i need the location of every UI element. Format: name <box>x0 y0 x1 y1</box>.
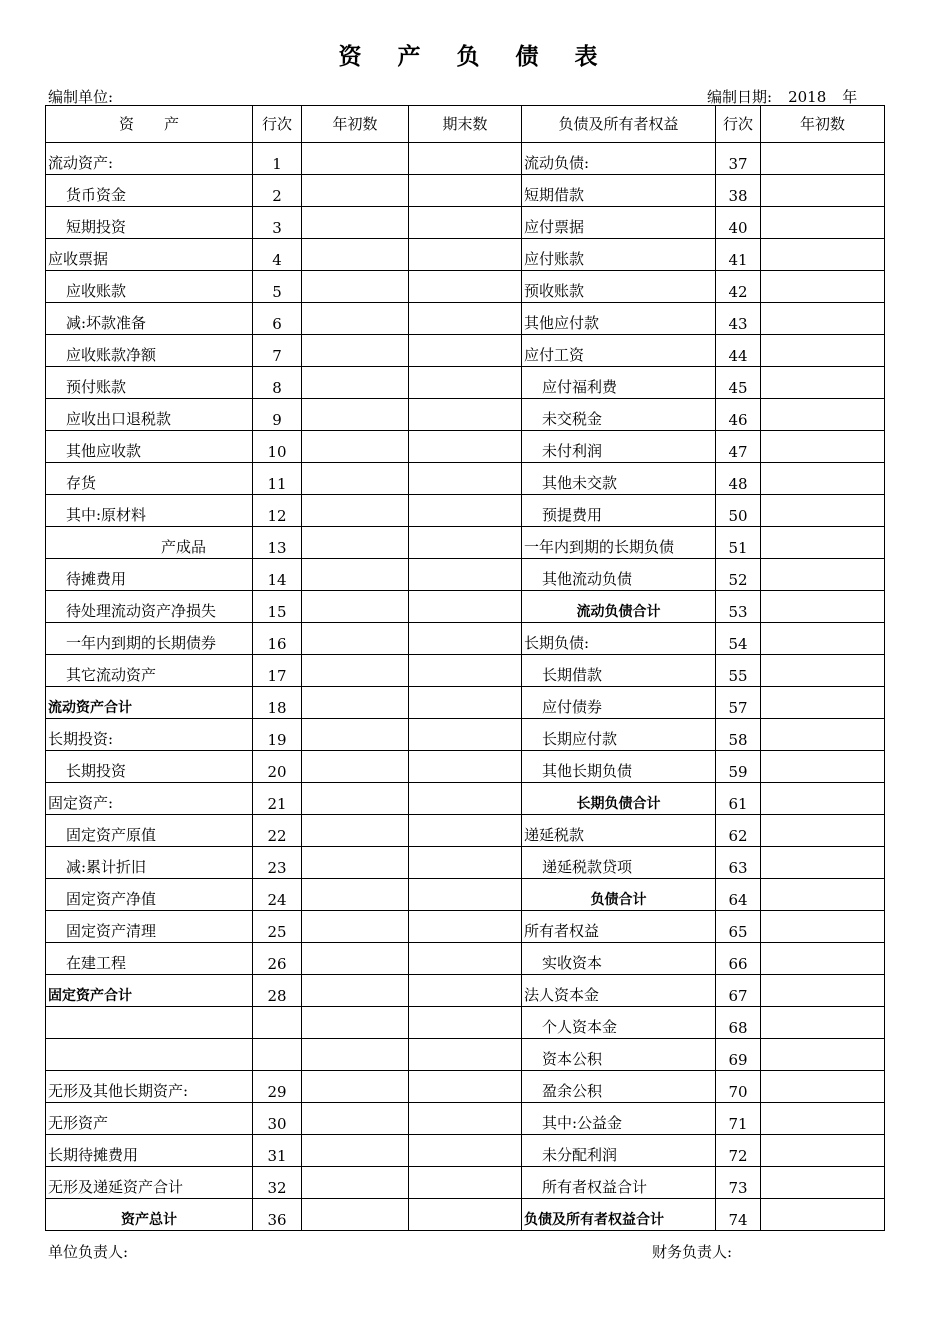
liability-item-name: 应付账款 <box>522 239 716 271</box>
table-row <box>46 495 885 527</box>
liability-line-no: 70 <box>716 1071 761 1103</box>
liability-opening-cell[interactable] <box>761 431 885 463</box>
table-row <box>46 335 885 367</box>
liability-item-name: 所有者权益 <box>522 911 716 943</box>
table-row <box>46 431 885 463</box>
asset-line-no: 7 <box>253 335 302 367</box>
asset-closing-cell[interactable] <box>409 1199 522 1231</box>
asset-closing-cell[interactable] <box>409 1071 522 1103</box>
asset-opening-cell[interactable] <box>302 783 409 815</box>
asset-opening-cell[interactable] <box>302 655 409 687</box>
liability-line-no: 61 <box>716 783 761 815</box>
asset-line-no: 5 <box>253 271 302 303</box>
liability-opening-cell[interactable] <box>761 367 885 399</box>
liability-item-name: 负债合计 <box>522 879 716 911</box>
asset-item-name: 固定资产净值 <box>46 879 253 911</box>
liability-line-no: 38 <box>716 175 761 207</box>
asset-item-name: 应收出口退税款 <box>46 399 253 431</box>
asset-item-name: 流动资产合计 <box>46 687 253 719</box>
table-row <box>46 815 885 847</box>
col-header-closing: 期末数 <box>409 106 522 143</box>
table-row <box>46 1199 885 1231</box>
liability-opening-cell[interactable] <box>761 1103 885 1135</box>
table-row <box>46 239 885 271</box>
liability-opening-cell[interactable] <box>761 719 885 751</box>
table-row <box>46 463 885 495</box>
liability-item-name: 预提费用 <box>522 495 716 527</box>
liability-line-no: 51 <box>716 527 761 559</box>
unit-head-label: 单位负责人: <box>48 1243 129 1261</box>
table-row <box>46 879 885 911</box>
liability-opening-cell[interactable] <box>761 879 885 911</box>
asset-opening-cell[interactable] <box>302 239 409 271</box>
asset-closing-cell[interactable] <box>409 655 522 687</box>
table-row <box>46 1071 885 1103</box>
liability-opening-cell[interactable] <box>761 239 885 271</box>
liability-item-name: 个人资本金 <box>522 1007 716 1039</box>
asset-closing-cell[interactable] <box>409 463 522 495</box>
table-row <box>46 303 885 335</box>
table-row <box>46 847 885 879</box>
asset-closing-cell[interactable] <box>409 911 522 943</box>
liability-item-name: 递延税款 <box>522 815 716 847</box>
asset-item-name: 待摊费用 <box>46 559 253 591</box>
liability-opening-cell[interactable] <box>761 815 885 847</box>
table-row <box>46 719 885 751</box>
asset-item-name: 固定资产清理 <box>46 911 253 943</box>
asset-line-no: 22 <box>253 815 302 847</box>
asset-item-name: 产成品 <box>46 527 253 559</box>
liability-line-no: 73 <box>716 1167 761 1199</box>
liability-line-no: 46 <box>716 399 761 431</box>
asset-line-no: 28 <box>253 975 302 1007</box>
liability-line-no: 72 <box>716 1135 761 1167</box>
date-field <box>707 86 857 107</box>
finance-head-label: 财务负责人: <box>652 1243 733 1261</box>
liability-opening-cell[interactable] <box>761 783 885 815</box>
asset-line-no: 18 <box>253 687 302 719</box>
table-row <box>46 399 885 431</box>
liability-opening-cell[interactable] <box>761 207 885 239</box>
liability-opening-cell[interactable] <box>761 143 885 175</box>
asset-closing-cell[interactable] <box>409 527 522 559</box>
date-label: 编制日期: <box>707 88 773 106</box>
liability-opening-cell[interactable] <box>761 1007 885 1039</box>
asset-item-name: 短期投资 <box>46 207 253 239</box>
liability-line-no: 59 <box>716 751 761 783</box>
liability-item-name: 未交税金 <box>522 399 716 431</box>
asset-line-no: 21 <box>253 783 302 815</box>
liability-opening-cell[interactable] <box>761 847 885 879</box>
asset-closing-cell[interactable] <box>409 303 522 335</box>
liability-line-no: 53 <box>716 591 761 623</box>
liability-line-no: 63 <box>716 847 761 879</box>
liability-line-no: 62 <box>716 815 761 847</box>
asset-item-name: 长期待摊费用 <box>46 1135 253 1167</box>
table-row <box>46 1039 885 1071</box>
liability-line-no: 65 <box>716 911 761 943</box>
liability-item-name: 其他长期负债 <box>522 751 716 783</box>
asset-item-name: 其中:原材料 <box>46 495 253 527</box>
asset-opening-cell[interactable] <box>302 559 409 591</box>
asset-closing-cell[interactable] <box>409 367 522 399</box>
asset-line-no: 24 <box>253 879 302 911</box>
liability-line-no: 42 <box>716 271 761 303</box>
asset-line-no: 36 <box>253 1199 302 1231</box>
liability-opening-cell[interactable] <box>761 1039 885 1071</box>
liability-opening-cell[interactable] <box>761 559 885 591</box>
liability-item-name: 应付工资 <box>522 335 716 367</box>
asset-opening-cell[interactable] <box>302 591 409 623</box>
liability-opening-cell[interactable] <box>761 751 885 783</box>
liability-item-name: 未付利润 <box>522 431 716 463</box>
asset-item-name: 长期投资 <box>46 751 253 783</box>
asset-opening-cell[interactable] <box>302 1039 409 1071</box>
asset-closing-cell[interactable] <box>409 1039 522 1071</box>
table-row <box>46 975 885 1007</box>
asset-item-name: 长期投资: <box>46 719 253 751</box>
table-header-row <box>46 106 885 143</box>
liability-line-no: 41 <box>716 239 761 271</box>
liability-opening-cell[interactable] <box>761 271 885 303</box>
asset-closing-cell[interactable] <box>409 847 522 879</box>
liability-line-no: 45 <box>716 367 761 399</box>
asset-opening-cell[interactable] <box>302 687 409 719</box>
table-row <box>46 1103 885 1135</box>
asset-line-no: 23 <box>253 847 302 879</box>
date-year-unit: 年 <box>842 88 858 106</box>
liability-item-name: 资本公积 <box>522 1039 716 1071</box>
table-row <box>46 751 885 783</box>
table-row <box>46 591 885 623</box>
liability-line-no: 69 <box>716 1039 761 1071</box>
asset-closing-cell[interactable] <box>409 783 522 815</box>
liability-item-name: 其他未交款 <box>522 463 716 495</box>
asset-opening-cell[interactable] <box>302 271 409 303</box>
table-row <box>46 367 885 399</box>
table-row <box>46 207 885 239</box>
asset-closing-cell[interactable] <box>409 1103 522 1135</box>
liability-item-name: 递延税款贷项 <box>522 847 716 879</box>
table-row <box>46 559 885 591</box>
asset-opening-cell[interactable] <box>302 431 409 463</box>
asset-opening-cell[interactable] <box>302 1071 409 1103</box>
liability-opening-cell[interactable] <box>761 495 885 527</box>
asset-item-name: 固定资产原值 <box>46 815 253 847</box>
table-row <box>46 943 885 975</box>
asset-line-no: 13 <box>253 527 302 559</box>
liability-opening-cell[interactable] <box>761 527 885 559</box>
liability-item-name: 长期负债合计 <box>522 783 716 815</box>
table-row <box>46 271 885 303</box>
asset-closing-cell[interactable] <box>409 239 522 271</box>
table-row <box>46 1167 885 1199</box>
asset-closing-cell[interactable] <box>409 623 522 655</box>
asset-opening-cell[interactable] <box>302 175 409 207</box>
liability-line-no: 40 <box>716 207 761 239</box>
asset-item-name: 其它流动资产 <box>46 655 253 687</box>
asset-closing-cell[interactable] <box>409 1167 522 1199</box>
liability-opening-cell[interactable] <box>761 175 885 207</box>
asset-line-no <box>253 1007 302 1039</box>
asset-opening-cell[interactable] <box>302 495 409 527</box>
asset-item-name: 固定资产合计 <box>46 975 253 1007</box>
asset-closing-cell[interactable] <box>409 751 522 783</box>
asset-item-name: 其他应收款 <box>46 431 253 463</box>
asset-line-no: 12 <box>253 495 302 527</box>
liability-line-no: 67 <box>716 975 761 1007</box>
asset-closing-cell[interactable] <box>409 943 522 975</box>
asset-line-no: 8 <box>253 367 302 399</box>
asset-opening-cell[interactable] <box>302 815 409 847</box>
asset-closing-cell[interactable] <box>409 207 522 239</box>
liability-line-no: 64 <box>716 879 761 911</box>
asset-opening-cell[interactable] <box>302 1199 409 1231</box>
asset-line-no: 2 <box>253 175 302 207</box>
asset-item-name: 无形及其他长期资产: <box>46 1071 253 1103</box>
asset-opening-cell[interactable] <box>302 1007 409 1039</box>
liability-item-name: 负债及所有者权益合计 <box>522 1199 716 1231</box>
liability-item-name: 流动负债: <box>522 143 716 175</box>
asset-item-name: 无形及递延资产合计 <box>46 1167 253 1199</box>
asset-line-no: 3 <box>253 207 302 239</box>
asset-item-name: 待处理流动资产净损失 <box>46 591 253 623</box>
asset-line-no: 26 <box>253 943 302 975</box>
liability-line-no: 68 <box>716 1007 761 1039</box>
asset-line-no: 11 <box>253 463 302 495</box>
asset-closing-cell[interactable] <box>409 879 522 911</box>
liability-line-no: 57 <box>716 687 761 719</box>
table-row <box>46 1135 885 1167</box>
asset-item-name <box>46 1007 253 1039</box>
asset-opening-cell[interactable] <box>302 367 409 399</box>
asset-opening-cell[interactable] <box>302 527 409 559</box>
asset-opening-cell[interactable] <box>302 207 409 239</box>
unit-label: 编制单位: <box>48 88 114 106</box>
asset-line-no: 10 <box>253 431 302 463</box>
asset-closing-cell[interactable] <box>409 815 522 847</box>
asset-item-name <box>46 1039 253 1071</box>
liability-line-no: 50 <box>716 495 761 527</box>
liability-item-name: 长期负债: <box>522 623 716 655</box>
asset-closing-cell[interactable] <box>409 591 522 623</box>
liability-line-no: 52 <box>716 559 761 591</box>
liability-item-name: 流动负债合计 <box>522 591 716 623</box>
asset-item-name: 应收账款净额 <box>46 335 253 367</box>
table-row <box>46 143 885 175</box>
asset-item-name: 无形资产 <box>46 1103 253 1135</box>
asset-opening-cell[interactable] <box>302 335 409 367</box>
table-row <box>46 1007 885 1039</box>
liability-item-name: 长期借款 <box>522 655 716 687</box>
asset-line-no: 4 <box>253 239 302 271</box>
asset-item-name: 流动资产: <box>46 143 253 175</box>
asset-opening-cell[interactable] <box>302 463 409 495</box>
liability-opening-cell[interactable] <box>761 463 885 495</box>
asset-item-name: 资产总计 <box>46 1199 253 1231</box>
liability-item-name: 一年内到期的长期负债 <box>522 527 716 559</box>
asset-line-no: 1 <box>253 143 302 175</box>
liability-line-no: 74 <box>716 1199 761 1231</box>
liability-opening-cell[interactable] <box>761 303 885 335</box>
asset-line-no: 16 <box>253 623 302 655</box>
liability-item-name: 短期借款 <box>522 175 716 207</box>
asset-closing-cell[interactable] <box>409 687 522 719</box>
asset-closing-cell[interactable] <box>409 143 522 175</box>
liability-line-no: 48 <box>716 463 761 495</box>
table-row <box>46 623 885 655</box>
asset-opening-cell[interactable] <box>302 911 409 943</box>
asset-closing-cell[interactable] <box>409 559 522 591</box>
asset-line-no: 32 <box>253 1167 302 1199</box>
table-row <box>46 911 885 943</box>
asset-opening-cell[interactable] <box>302 143 409 175</box>
liability-item-name: 其他应付款 <box>522 303 716 335</box>
col-header-assets: 资 产 <box>46 106 253 143</box>
col-header-liabilities: 负债及所有者权益 <box>522 106 716 143</box>
table-row <box>46 783 885 815</box>
liability-opening-cell[interactable] <box>761 911 885 943</box>
asset-line-no: 29 <box>253 1071 302 1103</box>
asset-closing-cell[interactable] <box>409 975 522 1007</box>
asset-item-name: 存货 <box>46 463 253 495</box>
table-row <box>46 527 885 559</box>
liability-line-no: 44 <box>716 335 761 367</box>
asset-line-no: 31 <box>253 1135 302 1167</box>
asset-opening-cell[interactable] <box>302 303 409 335</box>
asset-opening-cell[interactable] <box>302 1167 409 1199</box>
liability-opening-cell[interactable] <box>761 943 885 975</box>
asset-closing-cell[interactable] <box>409 495 522 527</box>
col-header-opening: 年初数 <box>302 106 409 143</box>
liability-item-name: 应付福利费 <box>522 367 716 399</box>
liability-item-name: 实收资本 <box>522 943 716 975</box>
page-title: 资 产 负 债 表 <box>338 44 612 70</box>
liability-item-name: 其中:公益金 <box>522 1103 716 1135</box>
asset-closing-cell[interactable] <box>409 1135 522 1167</box>
asset-closing-cell[interactable] <box>409 431 522 463</box>
liability-opening-cell[interactable] <box>761 591 885 623</box>
liability-line-no: 71 <box>716 1103 761 1135</box>
liability-item-name: 所有者权益合计 <box>522 1167 716 1199</box>
asset-item-name: 应收票据 <box>46 239 253 271</box>
liability-line-no: 47 <box>716 431 761 463</box>
asset-opening-cell[interactable] <box>302 623 409 655</box>
liability-opening-cell[interactable] <box>761 623 885 655</box>
asset-closing-cell[interactable] <box>409 1007 522 1039</box>
liability-opening-cell[interactable] <box>761 1167 885 1199</box>
liability-line-no: 43 <box>716 303 761 335</box>
liability-opening-cell[interactable] <box>761 1071 885 1103</box>
balance-sheet-table <box>45 105 885 1231</box>
liability-item-name: 长期应付款 <box>522 719 716 751</box>
liability-opening-cell[interactable] <box>761 975 885 1007</box>
asset-opening-cell[interactable] <box>302 399 409 431</box>
liability-item-name: 法人资本金 <box>522 975 716 1007</box>
asset-closing-cell[interactable] <box>409 271 522 303</box>
liability-item-name: 其他流动负债 <box>522 559 716 591</box>
liability-opening-cell[interactable] <box>761 655 885 687</box>
liability-opening-cell[interactable] <box>761 1199 885 1231</box>
date-year: 2018 <box>788 88 827 106</box>
liability-line-no: 58 <box>716 719 761 751</box>
asset-opening-cell[interactable] <box>302 1103 409 1135</box>
asset-closing-cell[interactable] <box>409 399 522 431</box>
asset-line-no: 9 <box>253 399 302 431</box>
asset-item-name: 固定资产: <box>46 783 253 815</box>
asset-line-no: 19 <box>253 719 302 751</box>
table-row <box>46 655 885 687</box>
liability-item-name: 应付票据 <box>522 207 716 239</box>
asset-line-no: 14 <box>253 559 302 591</box>
asset-opening-cell[interactable] <box>302 1135 409 1167</box>
asset-closing-cell[interactable] <box>409 335 522 367</box>
asset-opening-cell[interactable] <box>302 847 409 879</box>
liability-item-name: 应付债券 <box>522 687 716 719</box>
asset-line-no: 30 <box>253 1103 302 1135</box>
liability-opening-cell[interactable] <box>761 687 885 719</box>
asset-line-no: 17 <box>253 655 302 687</box>
asset-line-no: 15 <box>253 591 302 623</box>
asset-item-name: 应收账款 <box>46 271 253 303</box>
liability-opening-cell[interactable] <box>761 335 885 367</box>
asset-item-name: 在建工程 <box>46 943 253 975</box>
table-row <box>46 175 885 207</box>
asset-opening-cell[interactable] <box>302 975 409 1007</box>
asset-opening-cell[interactable] <box>302 751 409 783</box>
asset-line-no: 6 <box>253 303 302 335</box>
liability-line-no: 55 <box>716 655 761 687</box>
asset-item-name: 货币资金 <box>46 175 253 207</box>
col-header-line-no: 行次 <box>253 106 302 143</box>
asset-closing-cell[interactable] <box>409 175 522 207</box>
col-header-opening-2: 年初数 <box>761 106 885 143</box>
asset-item-name: 减:坏款准备 <box>46 303 253 335</box>
asset-item-name: 减:累计折旧 <box>46 847 253 879</box>
col-header-line-no-2: 行次 <box>716 106 761 143</box>
asset-opening-cell[interactable] <box>302 719 409 751</box>
liability-item-name: 未分配利润 <box>522 1135 716 1167</box>
asset-line-no: 25 <box>253 911 302 943</box>
liability-line-no: 54 <box>716 623 761 655</box>
liability-item-name: 预收账款 <box>522 271 716 303</box>
asset-closing-cell[interactable] <box>409 719 522 751</box>
liability-opening-cell[interactable] <box>761 1135 885 1167</box>
asset-line-no <box>253 1039 302 1071</box>
table-row <box>46 687 885 719</box>
liability-item-name: 盈余公积 <box>522 1071 716 1103</box>
liability-line-no: 37 <box>716 143 761 175</box>
liability-line-no: 66 <box>716 943 761 975</box>
asset-opening-cell[interactable] <box>302 943 409 975</box>
asset-item-name: 预付账款 <box>46 367 253 399</box>
asset-line-no: 20 <box>253 751 302 783</box>
asset-item-name: 一年内到期的长期债券 <box>46 623 253 655</box>
asset-opening-cell[interactable] <box>302 879 409 911</box>
liability-opening-cell[interactable] <box>761 399 885 431</box>
